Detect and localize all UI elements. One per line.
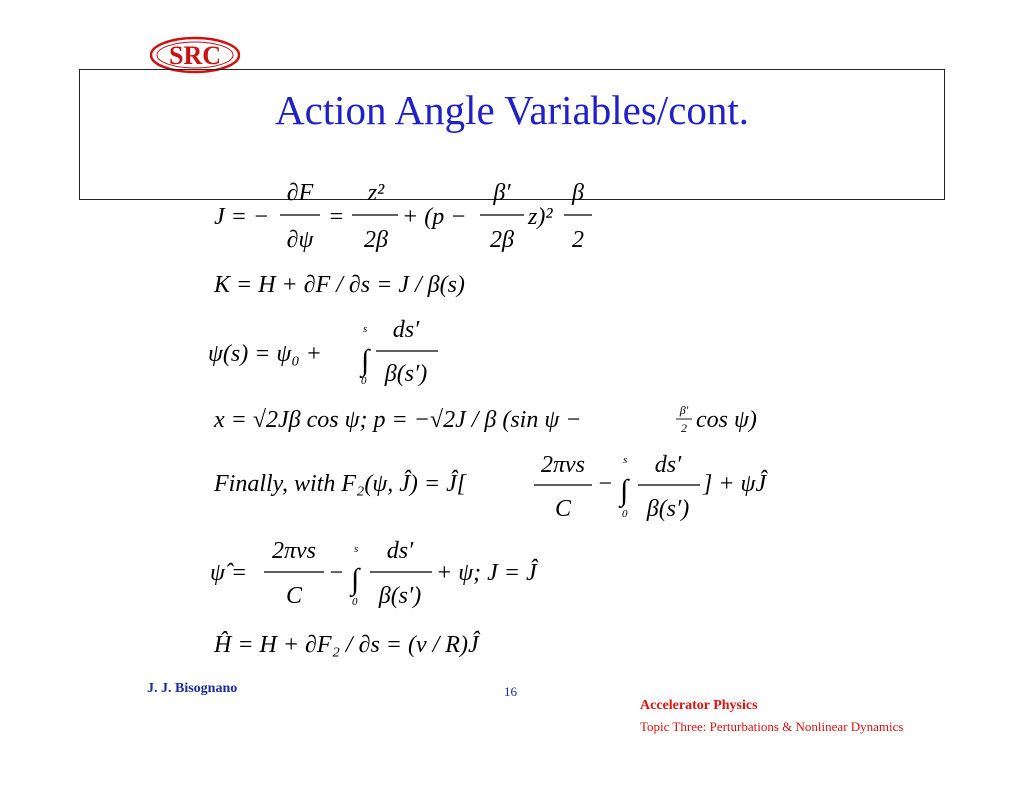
- course-topic: Topic Three: Perturbations & Nonlinear Dynamics: [640, 719, 904, 734]
- eq5-frac2-num: ds′: [654, 452, 682, 478]
- logo-text: SRC: [168, 41, 222, 70]
- eq4-frac-num: β′: [679, 403, 689, 417]
- eq6-lower: 0: [352, 596, 358, 608]
- svg-text:∫: ∫: [361, 344, 370, 377]
- eq6-lhs: ψ̂ =: [210, 560, 248, 586]
- equation-7: Ĥ = H + ∂F₂ / ∂s = (ν / R)Ĵ: [214, 632, 479, 658]
- eq5-frac1-den: C: [554, 496, 572, 522]
- eq5-upper: s: [623, 454, 628, 466]
- eq1-frac1-num: ∂F: [286, 180, 314, 206]
- eq1-equals: =: [328, 204, 345, 230]
- equation-3: [208, 317, 438, 387]
- eq3-num: ds′: [392, 317, 420, 343]
- eq1-lhs: J = −: [214, 204, 270, 230]
- eq1-frac2-num: z²: [367, 180, 385, 206]
- eq1-frac3-den: 2β: [490, 227, 514, 253]
- eq3-den: β(s′): [384, 361, 428, 387]
- eq4-frac-den: 2: [681, 421, 687, 435]
- eq6-frac2-num: ds′: [386, 538, 414, 564]
- slide-title: Action Angle Variables/cont.: [274, 87, 750, 133]
- eq6-end: + ψ; J = Ĵ: [436, 560, 537, 586]
- eq1-frac1-den: ∂ψ: [286, 227, 314, 253]
- eq1-frac4-den: 2: [572, 227, 584, 253]
- equation-4: [213, 403, 757, 435]
- eq5-end: ] + ψĴ: [703, 471, 767, 497]
- eq5-lhs: Finally, with F₂(ψ, Ĵ) = Ĵ[: [214, 471, 467, 497]
- equation-1: [214, 180, 592, 253]
- eq5-frac2-den: β(s′): [646, 496, 690, 522]
- eq6-frac1-num: 2πνs: [271, 538, 317, 564]
- eq3-upper: s: [363, 323, 368, 335]
- eq6-upper: s: [354, 543, 359, 555]
- eq6-frac2-den: β(s′): [378, 583, 422, 609]
- eq1-frac2-den: 2β: [364, 227, 388, 253]
- eq4-end: cos ψ): [696, 407, 757, 433]
- eq3-lower: 0: [361, 375, 367, 387]
- eq1-tail: z)²: [528, 204, 553, 230]
- eq6-frac1-den: C: [285, 583, 303, 609]
- equation-5: [213, 452, 768, 522]
- eq1-frac4-num: β: [572, 180, 584, 206]
- eq3-lhs: ψ(s) = ψ₀ +: [208, 341, 322, 367]
- eq5-frac1-num: 2πνs: [540, 452, 586, 478]
- svg-text:∫: ∫: [351, 563, 360, 596]
- course-info: [640, 698, 920, 736]
- author-name: J. J. Bisognano: [147, 681, 238, 696]
- eq5-lower: 0: [622, 508, 628, 520]
- equation-6: [210, 538, 539, 609]
- svg-text:∫: ∫: [620, 474, 629, 507]
- course-name: Accelerator Physics: [640, 698, 758, 713]
- equation-2: K = H + ∂F / ∂s = J / β(s): [214, 272, 465, 298]
- eq5-minus: −: [597, 471, 614, 497]
- eq6-minus: −: [328, 560, 345, 586]
- eq4-main: x = √2Jβ cos ψ; p = −√2J / β (sin ψ −: [214, 407, 582, 433]
- eq1-frac3-num: β′: [493, 180, 511, 206]
- eq1-mid: + (p −: [402, 204, 467, 230]
- page-number: 16: [504, 684, 517, 699]
